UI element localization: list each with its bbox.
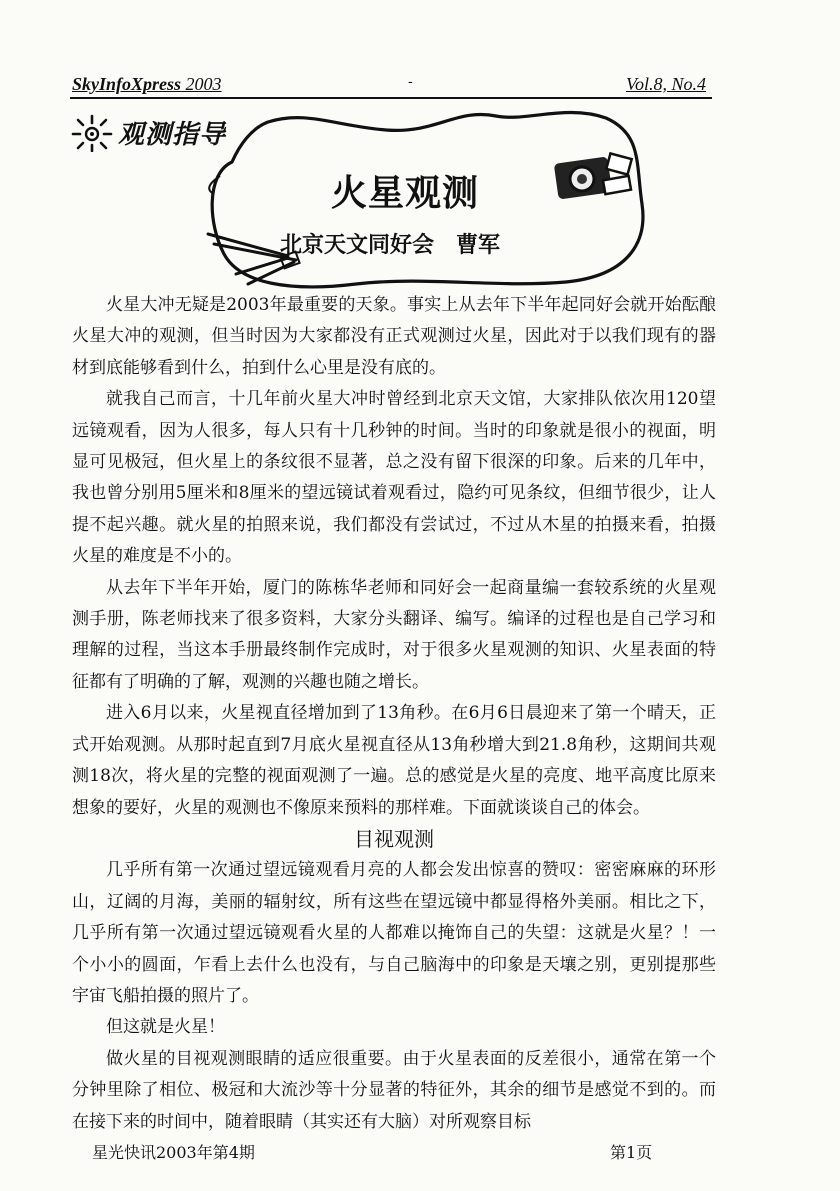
paragraph: 就我自己而言，十几年前火星大冲时曾经到北京天文馆，大家排队依次用120望远镜观看，因为人很多，每人只有十几秒钟的时间。当时的印象就是很小的视面，明显可见极冠，但火星上的条纹很不显著，总之没有留下很深的印象。后来的几年中，我也曾分别用5厘米和8厘米的望远镜试着观看过，隐约可见条纹，但细节很少，让人提不起兴趣。就火星的拍照来说，我们都没有尝试过，不过从木星的拍摄来看，拍摄火星的难度是不小的。 — [72, 389, 716, 567]
paragraph: 进入6月以来，火星视直径增加到了13角秒。在6月6日晨迎来了第一个晴天，正式开始观测。从那时起直到7月底火星视直径从13角秒增大到21.8角秒，这期间共观测18次，将火星的完整的视面观测了一遍。总的感觉是火星的亮度、地平高度比原来想象的要好，火星的观测也不像原来预料的那样难。下面就谈谈自己的体会。 — [72, 703, 717, 818]
sun-icon — [70, 112, 114, 152]
paragraph: 几乎所有第一次通过望远镜观看月亮的人都会发出惊喜的赞叹：密密麻麻的环形山，辽阔的月海，美丽的辐射纹，所有这些在望远镜中都显得格外美丽。相比之下，几乎所有第一次通过望远镜观看火星的人都难以掩饰自己的失望：这就是火星？！一个小小的圆面，乍看上去什么也没有，与自己脑海中的印象是天壤之别，更别提那些宇宙飞船拍摄的照片了。 — [72, 860, 716, 1006]
paragraph: 从去年下半年开始，厦门的陈栋华老师和同好会一起商量编一套较系统的火星观测手册，陈老师找来了很多资料，大家分头翻译、编写。编译的过程也是自己学习和理解的过程，当这本手册最终制作完成时，对于很多火星观测的知识、火星表面的特征都有了明确的了解，观测的兴趣也随之增长。 — [72, 577, 716, 692]
header-separator: - — [408, 74, 413, 90]
footer-page-number: 第1页 — [610, 1143, 653, 1162]
publication-year: 2003 — [185, 74, 222, 94]
footer-issue: 星光快讯2003年第4期 — [92, 1143, 255, 1162]
article-body — [72, 290, 716, 1138]
publication-name: SkyInfoXpress — [72, 74, 182, 94]
paragraph: 但这就是火星！ — [106, 1017, 225, 1038]
paragraph: 做火星的目视观测眼睛的适应很重要。由于火星表面的反差很小，通常在第一个分钟里除了相位、极冠和大流沙等十分显著的特征外，其余的细节是感觉不到的。而在接下来的时间中，随着眼睛（其实还有大脑）对所观察目标 — [72, 1048, 716, 1132]
camera-icon — [548, 148, 636, 206]
paragraph: 火星大冲无疑是2003年最重要的天象。事实上从去年下半年起同好会就开始酝酿火星大冲的观测，但当时因为大家都没有正式观测过火星，因此对于以我们现有的器材到底能够看到什么，拍到什么心里是没有底的。 — [72, 295, 716, 378]
article-title: 火星观测 — [330, 173, 479, 214]
section-label: 观测指导 — [118, 120, 227, 150]
header-publication — [72, 74, 222, 95]
header-rule — [70, 97, 712, 99]
header-volume: Vol.8, No.4 — [626, 74, 707, 94]
article-author: 北京天文同好会 曹军 — [280, 233, 501, 258]
section-subheading: 目视观测 — [354, 826, 434, 851]
